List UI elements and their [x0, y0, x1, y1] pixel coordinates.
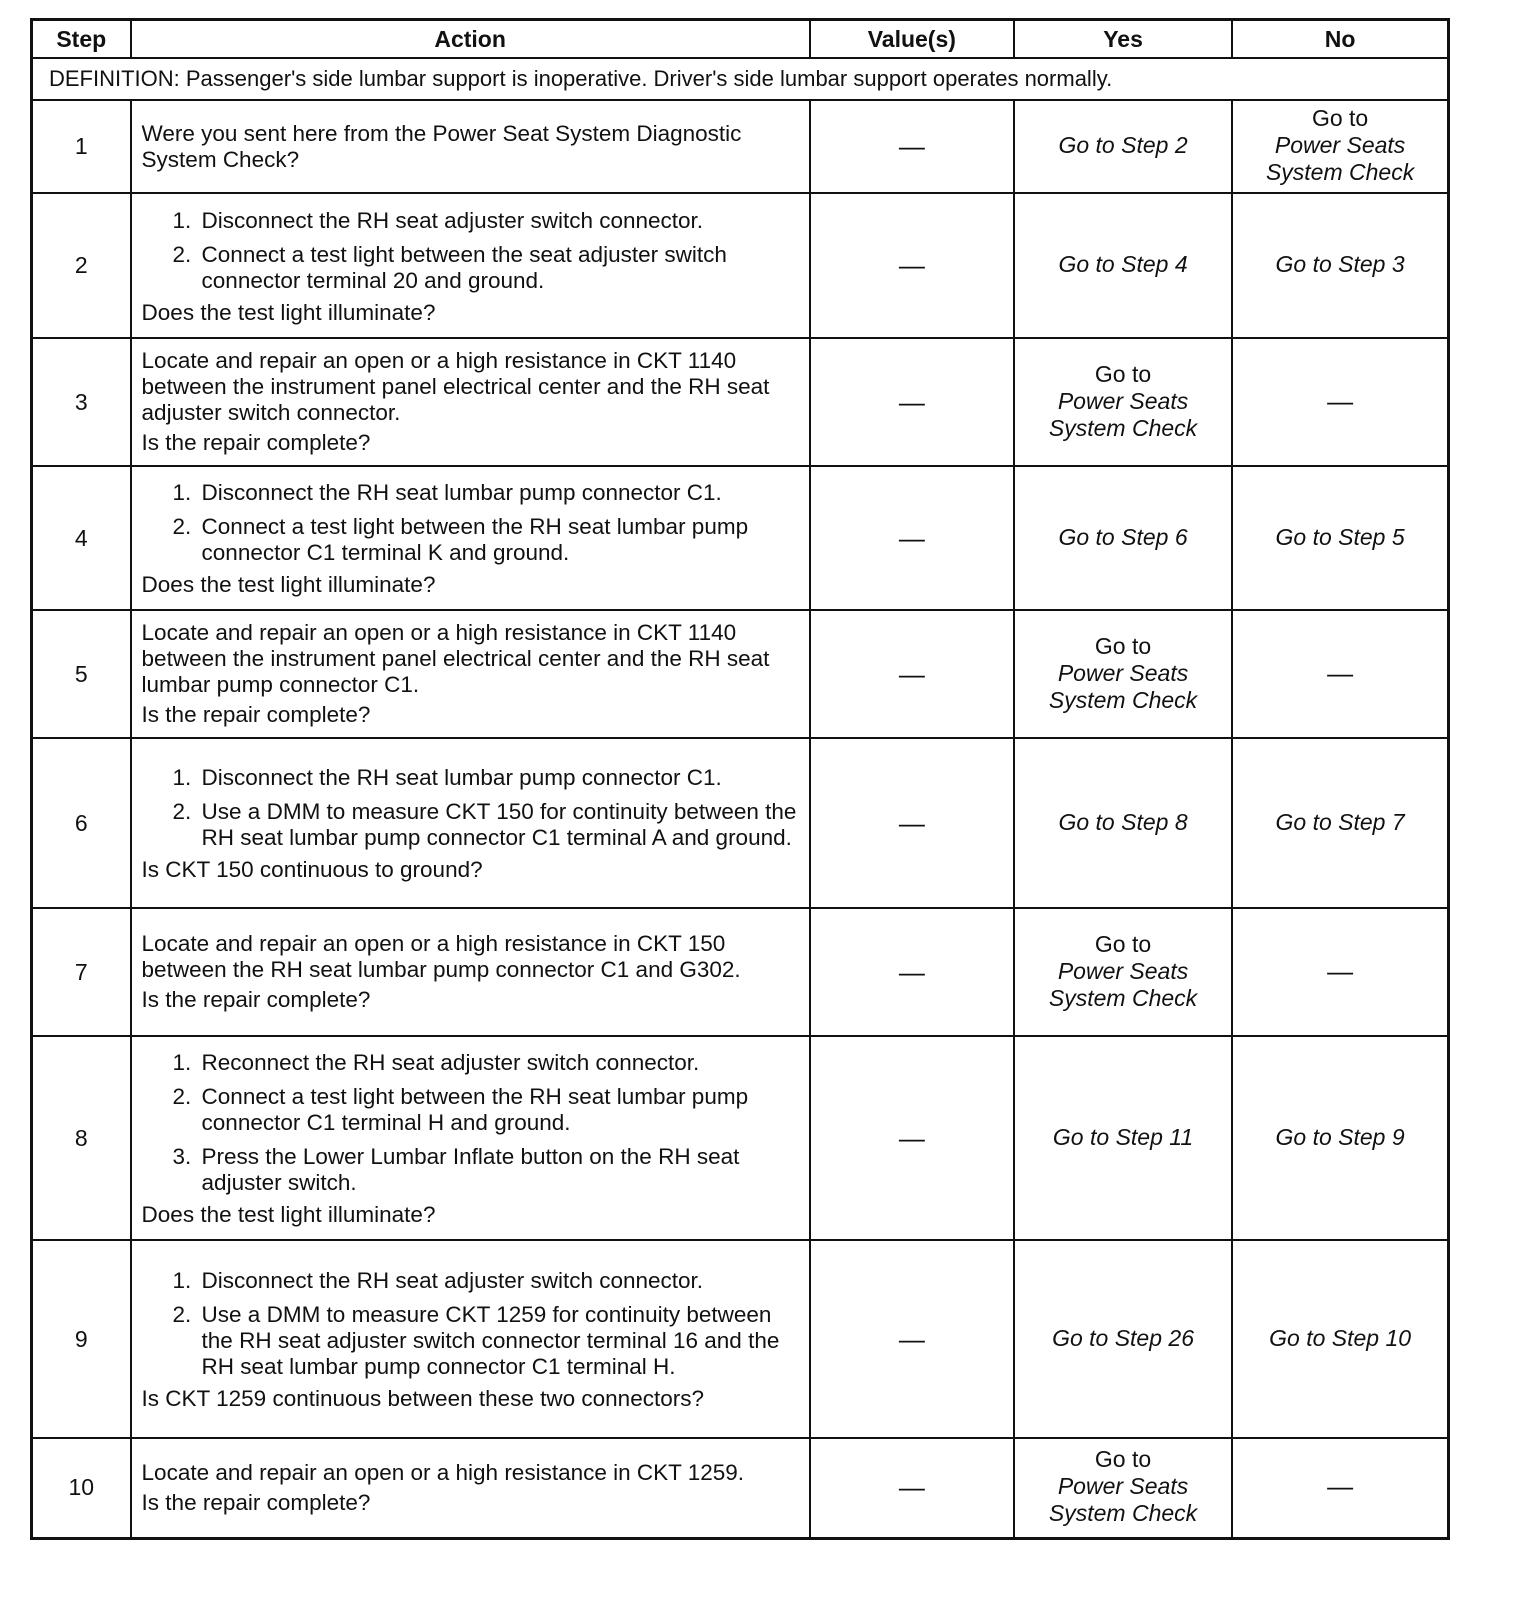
action-cell	[131, 1036, 810, 1240]
step-number	[32, 1438, 131, 1538]
substep-item: 1. Disconnect the RH seat adjuster switch connector.	[198, 1268, 799, 1294]
no-cell	[1232, 738, 1448, 908]
yes-prefix: Go to	[1094, 930, 1152, 957]
action-cell	[131, 1438, 810, 1538]
header-yes: Yes	[1014, 20, 1232, 59]
substep-item: 3. Press the Lower Lumbar Inflate button on the RH seat adjuster switch.	[198, 1144, 799, 1196]
action-substeps	[142, 208, 799, 294]
step-number-text: 7	[74, 958, 88, 985]
yes-link: Go to Step 26	[1052, 1324, 1194, 1351]
no-link: Power Seats	[1274, 132, 1406, 158]
value-cell	[810, 1438, 1014, 1538]
no-cell	[1232, 1438, 1448, 1538]
yes-cell	[1014, 466, 1232, 610]
step-number	[32, 908, 131, 1036]
yes-link: Power Seats	[1057, 957, 1189, 984]
value-text: —	[898, 1122, 925, 1153]
no-cell	[1232, 338, 1448, 466]
yes-cell	[1014, 1036, 1232, 1240]
substep-item: 1. Disconnect the RH seat adjuster switch connector.	[198, 208, 799, 234]
value-cell	[810, 1036, 1014, 1240]
no-prefix: —	[1327, 955, 1354, 986]
value-text: —	[898, 1323, 925, 1354]
value-text: —	[898, 956, 925, 987]
value-text: —	[898, 1472, 925, 1503]
yes-link: Go to Step 11	[1052, 1123, 1194, 1150]
yes-prefix: Go to	[1094, 360, 1152, 387]
substep-item: 1. Disconnect the RH seat lumbar pump connector C1.	[198, 480, 799, 506]
step-number-text: 4	[74, 524, 88, 551]
action-cell	[131, 193, 810, 338]
yes-cell	[1014, 193, 1232, 338]
action-substeps	[142, 480, 799, 566]
step-number	[32, 466, 131, 610]
yes-cell	[1014, 738, 1232, 908]
yes-link-2: System Check	[1048, 686, 1198, 713]
substep-item: 2. Connect a test light between the seat adjuster switch connector terminal 20 and ground.	[198, 242, 799, 294]
no-cell	[1232, 908, 1448, 1036]
yes-link-2: System Check	[1048, 984, 1198, 1011]
step-number-text: 10	[68, 1474, 95, 1501]
header-no: No	[1232, 20, 1448, 59]
no-cell	[1232, 1240, 1448, 1438]
yes-prefix: Go to	[1094, 632, 1152, 659]
header-step: Step	[32, 20, 131, 59]
substep-item: 1. Disconnect the RH seat lumbar pump connector C1.	[198, 765, 799, 791]
step-number-text: 6	[74, 809, 88, 836]
action-cell	[131, 338, 810, 466]
yes-cell	[1014, 338, 1232, 466]
step-number-text: 1	[74, 133, 88, 159]
action-question: Does the test light illuminate?	[141, 572, 436, 597]
step-number	[32, 100, 131, 193]
value-cell	[810, 908, 1014, 1036]
header-row	[32, 20, 1449, 59]
step-row-7	[32, 908, 1449, 1036]
no-link: Go to Step 3	[1275, 251, 1405, 277]
yes-link: Go to Step 8	[1058, 808, 1188, 835]
action-question: Does the test light illuminate?	[141, 299, 436, 325]
action-question: Is CKT 150 continuous to ground?	[141, 857, 483, 882]
yes-link-2: System Check	[1048, 1500, 1198, 1527]
substep-item: 2. Connect a test light between the RH seat lumbar pump connector C1 terminal H and ground.	[198, 1084, 799, 1136]
header-action: Action	[131, 20, 810, 59]
yes-link: Power Seats	[1057, 1473, 1189, 1500]
action-cell	[131, 738, 810, 908]
action-cell	[131, 1240, 810, 1438]
value-text: —	[898, 386, 925, 417]
step-row-8	[32, 1036, 1449, 1240]
yes-prefix: Go to	[1094, 1446, 1152, 1473]
value-text: —	[898, 250, 925, 280]
table-body	[32, 58, 1449, 1538]
substep-item: 2. Connect a test light between the RH seat lumbar pump connector C1 terminal K and ground.	[198, 514, 799, 566]
action-cell	[131, 466, 810, 610]
value-cell	[810, 100, 1014, 193]
action-substeps	[142, 1268, 799, 1380]
no-link: Go to Step 7	[1275, 808, 1405, 835]
action-question: Does the test light illuminate?	[141, 1202, 436, 1227]
step-row-9	[32, 1240, 1449, 1438]
value-text: —	[898, 658, 925, 689]
step-number-text: 3	[74, 388, 88, 415]
value-cell	[810, 1240, 1014, 1438]
header-values: Value(s)	[810, 20, 1014, 59]
substep-item: 2. Use a DMM to measure CKT 1259 for continuity between the RH seat adjuster switch connector terminal 16 and the RH seat lumbar pump connector C1 terminal H.	[198, 1302, 799, 1380]
no-link: Go to Step 10	[1269, 1324, 1412, 1351]
step-number	[32, 1240, 131, 1438]
substep-item: 1. Reconnect the RH seat adjuster switch connector.	[198, 1050, 799, 1076]
yes-link-2: System Check	[1048, 414, 1198, 441]
step-number-text: 9	[74, 1325, 88, 1352]
action-substeps	[142, 1050, 799, 1196]
value-cell	[810, 738, 1014, 908]
no-link: Go to Step 9	[1275, 1123, 1405, 1150]
action-question: Is the repair complete?	[141, 1489, 371, 1515]
definition-text: DEFINITION: Passenger's side lumbar support is inoperative. Driver's side lumbar support operates normally.	[32, 58, 1449, 100]
value-cell	[810, 610, 1014, 738]
action-intro: Were you sent here from the Power Seat System Diagnostic System Check?	[141, 120, 742, 172]
no-prefix: —	[1327, 1471, 1354, 1502]
step-row-6	[32, 738, 1449, 908]
yes-cell	[1014, 100, 1232, 193]
no-prefix: Go to	[1311, 105, 1369, 131]
action-cell	[131, 908, 810, 1036]
no-prefix: —	[1327, 385, 1354, 416]
value-cell	[810, 193, 1014, 338]
yes-link: Power Seats	[1057, 659, 1189, 686]
step-row-2	[32, 193, 1449, 338]
diagnostic-table	[30, 18, 1450, 1540]
action-question: Is the repair complete?	[141, 702, 371, 727]
action-substeps	[142, 765, 799, 851]
action-question: Is the repair complete?	[141, 430, 371, 455]
definition-row	[32, 58, 1449, 100]
no-link: Go to Step 5	[1275, 523, 1405, 550]
step-number	[32, 193, 131, 338]
step-row-5	[32, 610, 1449, 738]
action-question: Is CKT 1259 continuous between these two connectors?	[141, 1386, 704, 1411]
step-row-10	[32, 1438, 1449, 1538]
action-intro: Locate and repair an open or a high resistance in CKT 150 between the RH seat lumbar pump connector C1 and G302.	[141, 931, 741, 982]
yes-cell	[1014, 610, 1232, 738]
no-cell	[1232, 610, 1448, 738]
yes-cell	[1014, 908, 1232, 1036]
action-intro: Locate and repair an open or a high resistance in CKT 1140 between the instrument panel electrical center and the RH seat adjuster switch connector.	[141, 348, 770, 425]
yes-link: Go to Step 2	[1058, 132, 1188, 158]
action-cell	[131, 100, 810, 193]
value-cell	[810, 338, 1014, 466]
step-number-text: 8	[74, 1124, 88, 1151]
step-row-4	[32, 466, 1449, 610]
value-text: —	[898, 522, 925, 553]
step-number-text: 5	[74, 660, 88, 687]
action-cell	[131, 610, 810, 738]
step-row-3	[32, 338, 1449, 466]
yes-link: Go to Step 6	[1058, 523, 1188, 550]
no-link-2: System Check	[1265, 159, 1415, 185]
yes-cell	[1014, 1240, 1232, 1438]
substep-item: 2. Use a DMM to measure CKT 150 for continuity between the RH seat lumbar pump connector C1 terminal A and ground.	[198, 799, 799, 851]
no-cell	[1232, 100, 1448, 193]
no-cell	[1232, 466, 1448, 610]
step-row-1	[32, 100, 1449, 193]
value-text: —	[898, 131, 925, 161]
step-number	[32, 1036, 131, 1240]
value-text: —	[898, 807, 925, 838]
no-cell	[1232, 193, 1448, 338]
action-question: Is the repair complete?	[141, 987, 371, 1012]
value-cell	[810, 466, 1014, 610]
step-number	[32, 610, 131, 738]
step-number	[32, 738, 131, 908]
action-intro: Locate and repair an open or a high resistance in CKT 1140 between the instrument panel electrical center and the RH seat lumbar pump connector C1.	[141, 620, 770, 697]
step-number	[32, 338, 131, 466]
yes-link: Go to Step 4	[1058, 251, 1188, 277]
yes-link: Power Seats	[1057, 387, 1189, 414]
yes-cell	[1014, 1438, 1232, 1538]
step-number-text: 2	[74, 252, 88, 278]
no-prefix: —	[1327, 657, 1354, 688]
action-intro: Locate and repair an open or a high resistance in CKT 1259.	[141, 1459, 745, 1485]
no-cell	[1232, 1036, 1448, 1240]
